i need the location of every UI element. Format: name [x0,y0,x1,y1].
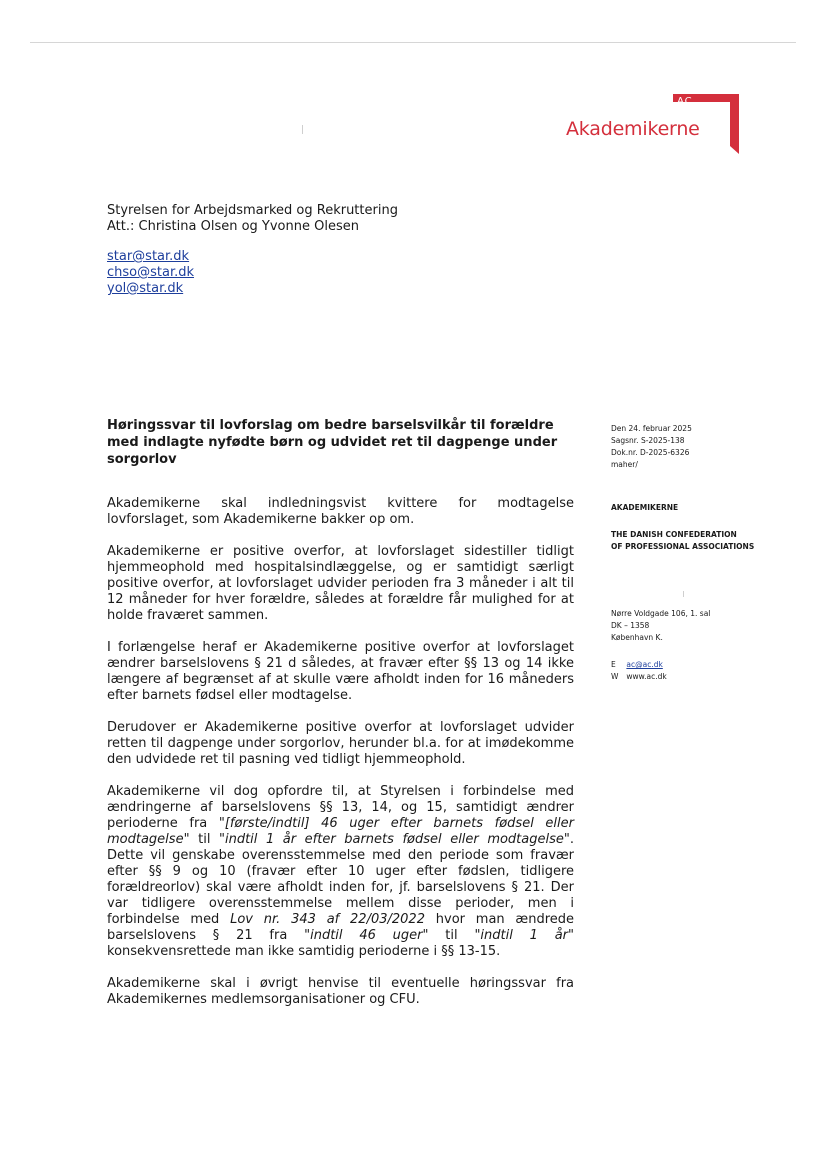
quote: "indtil 1 år efter barnets fødsel eller modtagelse" [219,832,570,847]
meta-doknr: Dok.nr. D-2025-6326 [611,448,690,457]
meta-initials: maher/ [611,460,638,469]
letter-title: Høringssvar til lovforslag om bedre barselsvilkår til forældre med indlagte nyfødte børn og udvidet ret til dagpenge under sorgorlov [107,418,558,467]
quote: "[første/indtil] 46 uger efter barnets fødsel eller modtagelse" [107,816,574,847]
letter-meta [611,423,692,471]
paragraph: Akademikerne skal i øvrigt henvise til eventuelle høringssvar fra Akademikernes medlemsorganisationer og CFU. [107,976,574,1007]
letter-body [107,496,574,1008]
recipient-line: Att.: Christina Olsen og Yvonne Olesen [107,219,359,234]
recipient-line: Styrelsen for Arbejdsmarked og Rekruttering [107,203,398,218]
sender-web: www.ac.dk [626,672,667,681]
sender-english-line: OF PROFESSIONAL ASSOCIATIONS [611,542,755,551]
web-label: W [611,672,619,681]
paragraph [107,784,574,960]
email-link[interactable]: chso@star.dk [107,265,195,280]
akademikerne-logo [560,94,745,156]
law-reference: Lov nr. 343 af 22/03/2022 [230,912,425,927]
logo-wordmark: Akademikerne [566,118,700,140]
quote: "indtil 1 år" [474,928,575,943]
text: til [189,832,219,847]
scan-edge-line [30,42,796,43]
paragraph: Akademikerne skal indledningsvist kvittere for modtagelse lovforslaget, som Akademikerne bakker op om. [107,496,574,527]
sender-postal: DK – 1358 [611,621,650,630]
paragraph: Derudover er Akademikerne positive overfor at lovforslaget udvider retten til dagpenge under sorgorlov, herunder bl.a. for at imødekomme den udvidede ret til pasning ved tidligt hjemmeophold. [107,720,574,767]
recipient-emails [107,249,194,297]
sender-contact [611,659,667,683]
meta-sagsnr: Sagsnr. S-2025-138 [611,436,685,445]
paragraph: I forlængelse heraf er Akademikerne positive overfor at lovforslaget ændrer barselslovens § 21 d således, at fravær efter §§ 13 og 14 ikke længere af begrænset af at skulle være afholdt inden for 16 måneders efter barnets fødsel eller modtagelse. [107,640,574,703]
email-label: E [611,660,616,669]
recipient-address [107,203,398,235]
sender-email-link[interactable]: ac@ac.dk [626,660,663,669]
text: til [428,928,475,943]
scan-mark [683,591,684,597]
text: Akademikerne vil dog opfordre til, at Styrelsen i forbindelse med ændringerne af barselslovens §§ 13, 14, og 15, samtidigt ændrer perioderne fra [107,784,574,831]
text: konsekvensrettede man ikke samtidig perioderne i §§ 13-15. [107,944,501,959]
email-link[interactable]: yol@star.dk [107,281,184,296]
meta-date: Den 24. februar 2025 [611,424,692,433]
paragraph: Akademikerne er positive overfor, at lovforslaget sidestiller tidligt hjemmeophold med hospitalsindlæggelse, og er samtidigt særligt positive overfor, at lovforslaget udvider perioden fra 3 måneder i alt til 12 måneder for hver forældre, således at forældre får mulighed for at holde fraværet sammen. [107,544,574,623]
text: . Dette vil genskabe overensstemmelse med den periode som fravær efter §§ 9 og 10 (fravær efter 10 uger efter fødslen, tidligere forældreorlov) skal være afholdt inden for, jf. barselslovens § 21. Der var tidligere overensstemmelse mellem disse perioder, men i forbindelse med [107,832,575,927]
sender-city: København K. [611,633,663,642]
text: hvor man ændrede barselslovens § 21 fra [107,912,574,943]
sender-english-line: THE DANISH CONFEDERATION [611,530,737,539]
logo-badge: AC [677,96,693,107]
email-link[interactable]: star@star.dk [107,249,190,264]
sender-english [611,529,754,553]
sender-name: AKADEMIKERNE [611,503,679,512]
sender-address [611,608,710,644]
sender-street: Nørre Voldgade 106, 1. sal [611,609,711,618]
scan-mark [302,125,303,134]
quote: "indtil 46 uger" [304,928,429,943]
